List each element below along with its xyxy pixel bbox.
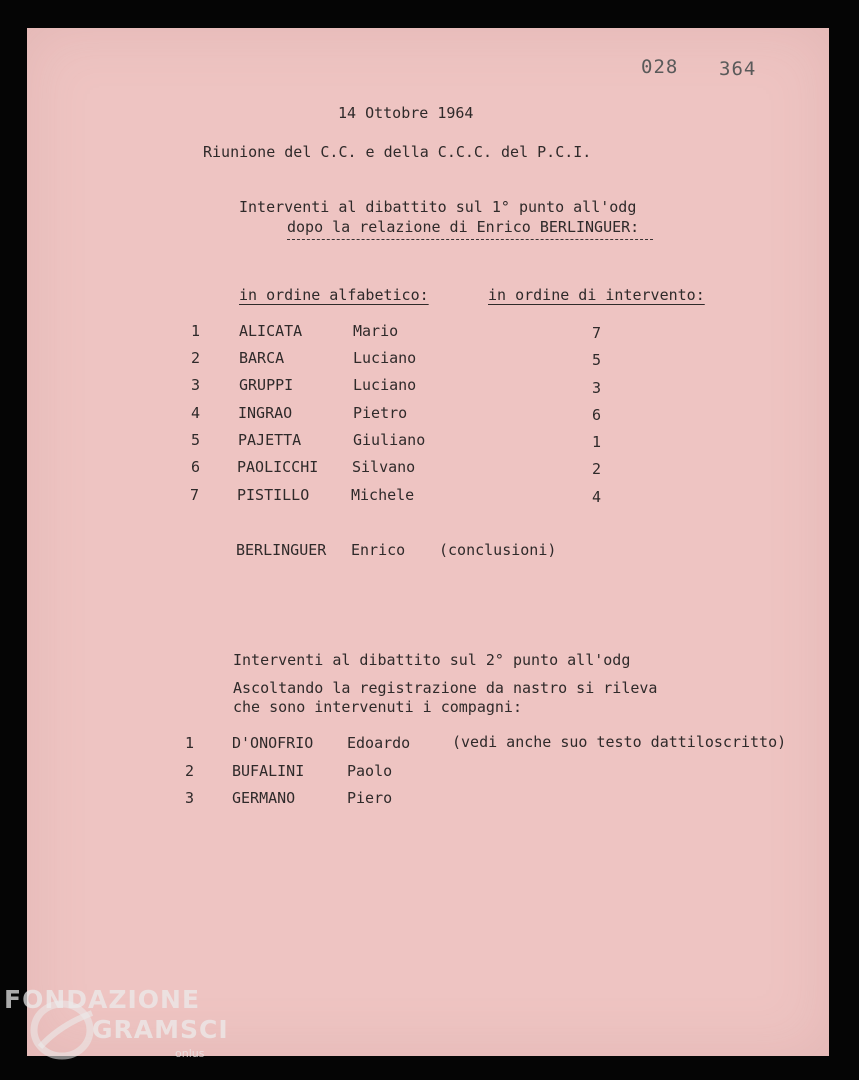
speaker-name: Pietro <box>353 404 408 422</box>
speaking-order: 4 <box>592 488 602 506</box>
speaker-name: Mario <box>353 322 399 340</box>
row-number: 3 <box>191 376 201 394</box>
row-number: 2 <box>185 762 195 780</box>
archive-stamp-left: 028 <box>641 56 679 78</box>
row-number: 3 <box>185 789 195 807</box>
section2-heading: Interventi al dibattito sul 2° punto all'odg <box>233 651 631 669</box>
speaker-name: Edoardo <box>347 734 411 752</box>
speaker-surname: D'ONOFRIO <box>232 734 314 752</box>
speaker-name: Paolo <box>347 762 393 780</box>
conclusion-name: Enrico <box>351 541 406 559</box>
column-heading-speaking-order: in ordine di intervento: <box>488 286 705 304</box>
heading-dashed-underline <box>287 239 653 240</box>
conclusion-note: (conclusioni) <box>439 541 557 559</box>
meeting-title: Riunione del C.C. e della C.C.C. del P.C.I. <box>203 143 592 161</box>
speaker-surname: PAJETTA <box>238 431 302 449</box>
speaker-name: Luciano <box>353 376 417 394</box>
speaking-order: 1 <box>592 433 602 451</box>
fondazione-gramsci-logo <box>0 985 229 1080</box>
typed-document-page <box>27 28 829 1056</box>
document-date: 14 Ottobre 1964 <box>338 104 474 122</box>
speaking-order: 5 <box>592 351 602 369</box>
speaker-surname: INGRAO <box>238 404 293 422</box>
column-heading-alphabetical: in ordine alfabetico: <box>239 286 429 304</box>
row-number: 2 <box>191 349 201 367</box>
speaking-order: 7 <box>592 324 602 342</box>
speaker-surname: PAOLICCHI <box>237 458 319 476</box>
archive-stamp-right: 364 <box>719 58 757 80</box>
speaker-name: Giuliano <box>353 431 426 449</box>
row-number: 7 <box>190 486 200 504</box>
speaker-name: Michele <box>351 486 415 504</box>
speaker-name: Piero <box>347 789 393 807</box>
logo-word-onlus: onlus <box>175 1047 205 1060</box>
speaker-name: Luciano <box>353 349 417 367</box>
speaking-order: 2 <box>592 460 602 478</box>
row-number: 1 <box>185 734 195 752</box>
section2-text-line2: che sono intervenuti i compagni: <box>233 698 522 716</box>
section1-heading-line1: Interventi al dibattito sul 1° punto all'odg <box>239 198 637 216</box>
speaker-name: Silvano <box>352 458 416 476</box>
speaking-order: 6 <box>592 406 602 424</box>
speaking-order: 3 <box>592 379 602 397</box>
speaker-surname: BARCA <box>239 349 285 367</box>
row-number: 6 <box>191 458 201 476</box>
speaker-note: (vedi anche suo testo dattiloscritto) <box>452 733 787 751</box>
row-number: 1 <box>191 322 201 340</box>
section2-text-line1: Ascoltando la registrazione da nastro si rileva <box>233 679 658 697</box>
section1-heading-line2: dopo la relazione di Enrico BERLINGUER: <box>287 218 640 236</box>
logo-word-fondazione: FONDAZIONE <box>4 985 201 1014</box>
speaker-surname: BUFALINI <box>232 762 305 780</box>
speaker-surname: GRUPPI <box>239 376 294 394</box>
speaker-surname: GERMANO <box>232 789 296 807</box>
row-number: 5 <box>191 431 201 449</box>
conclusion-surname: BERLINGUER <box>236 541 327 559</box>
logo-word-gramsci: GRAMSCI <box>92 1015 229 1044</box>
speaker-surname: ALICATA <box>239 322 303 340</box>
speaker-surname: PISTILLO <box>237 486 310 504</box>
row-number: 4 <box>191 404 201 422</box>
